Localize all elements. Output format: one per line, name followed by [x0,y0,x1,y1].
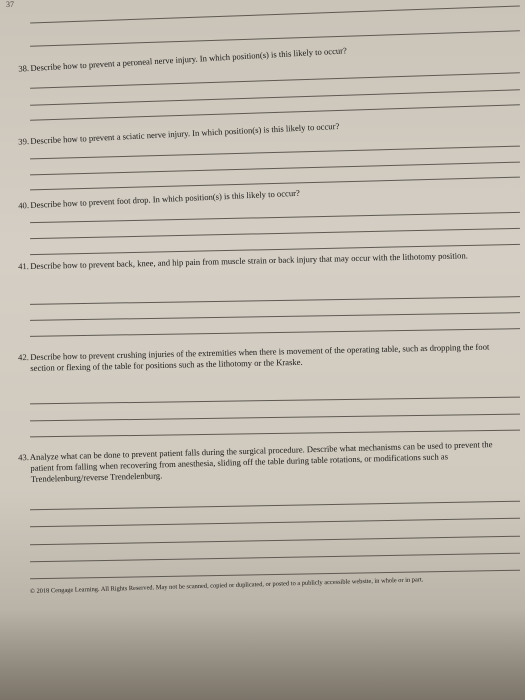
question-number: 39. [18,136,30,147]
answer-line [30,430,520,438]
question-number: 43. [18,452,30,463]
answer-line [30,397,520,405]
answer-line [30,146,520,160]
answer-line [30,162,520,176]
question-42 [18,341,500,374]
answer-line [30,312,520,321]
answer-line [30,328,520,337]
question-text: Describe how to prevent back, knee, and hip pain from muscle strain or back injury that may occur with the lithotomy position. [30,250,468,271]
answer-line [30,501,520,511]
question-number: 42. [18,352,29,363]
question-text: Describe how to prevent crushing injuries of the extremities when there is movement of the operating table, such as dropping the foot section or flexing of the table for positions such as the lithotomy or the Kraske. [30,341,490,373]
answer-line [30,228,520,239]
question-text: Describe how to prevent a sciatic nerve injury. In which position(s) is this likely to occur? [30,120,340,146]
question-38 [18,36,515,74]
answer-line [30,89,520,105]
answer-line [30,553,520,563]
answer-line [30,536,520,546]
question-number: 40. [18,200,30,211]
question-text: Describe how to prevent a peroneal nerve injury. In which position(s) is this likely to occur? [30,45,348,73]
copyright-footer: © 2018 Cengage Learning. All Rights Reserved. May not be scanned, copied or duplicated, or posted to a publicly accessible website, in whole or in part. [30,576,424,595]
answer-line [30,212,520,223]
question-text: Analyze what can be done to prevent patient falls during the surgical procedure. Describe what mechanisms can be used to prevent the patient from falling when recovering from anesthesia, sliding off the table during table rotations, or modifications such as Trendelenburg/reverse Trendelenburg. [29,439,493,484]
question-number: 38. [18,63,30,74]
answer-line [30,296,520,305]
question-43 [18,439,507,485]
answer-line [30,72,520,88]
answer-line [30,5,520,23]
answer-line [30,414,520,422]
question-text: Describe how to prevent foot drop. In which position(s) is this likely to occur? [30,187,301,210]
question-number: 41. [18,261,29,272]
page-corner-number: 37 [6,0,14,9]
answer-line [30,518,520,528]
